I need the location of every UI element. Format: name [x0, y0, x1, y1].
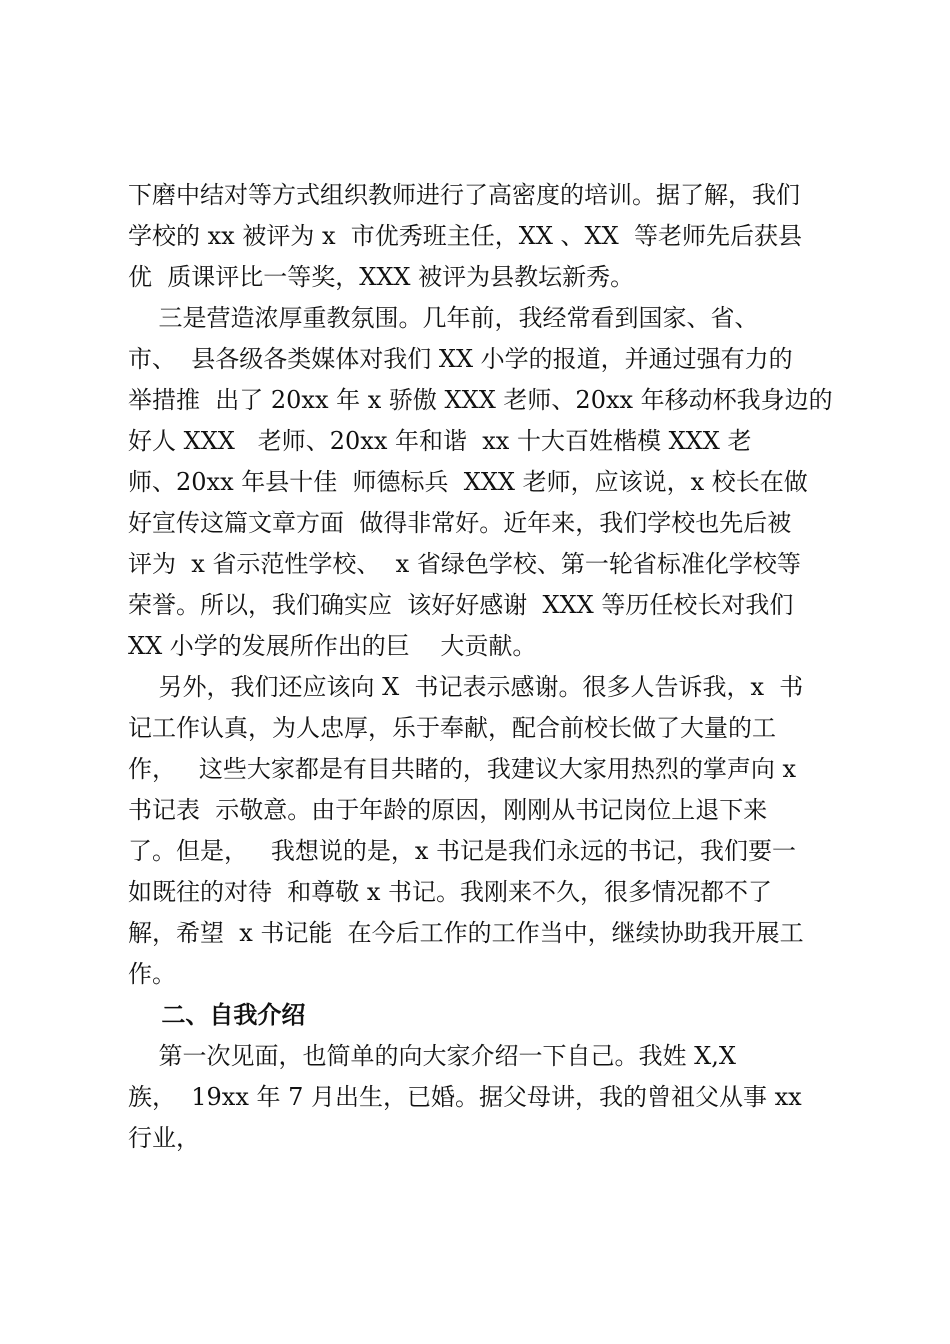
text-line: 好人 XXX 老师、20xx 年和谐 xx 十大百姓楷模 XXX 老	[128, 427, 752, 455]
text-line: 解，希望 x 书记能 在今后工作的工作当中，继续协助我开展工	[128, 919, 804, 947]
text-line: 了。但是， 我想说的是，x 书记是我们永远的书记，我们要一	[128, 837, 797, 865]
text-line: 三是营造浓厚重教氛围。几年前，我经常看到国家、省、	[128, 304, 759, 332]
text-line: 荣誉。所以，我们确实应 该好好感谢 XXX 等历任校长对我们	[128, 591, 794, 619]
text-line: 书记表 示敬意。由于年龄的原因，刚刚从书记岗位上退下来	[128, 796, 768, 824]
text-line: 学校的 xx 被评为 x 市优秀班主任，XX 、XX 等老师先后获县	[128, 222, 802, 250]
text-line: 记工作认真，为人忠厚，乐于奉献，配合前校长做了大量的工	[128, 714, 776, 742]
section-heading: 二、自我介绍	[128, 1001, 306, 1029]
text-line: 作， 这些大家都是有目共睹的，我建议大家用热烈的掌声向 x	[128, 755, 797, 783]
text-line: 举措推 出了 20xx 年 x 骄傲 XXX 老师、20xx 年移动杯我身边的	[128, 386, 833, 414]
text-line: XX 小学的发展所作出的巨 大贡献。	[128, 632, 537, 660]
text-line: 第一次见面，也简单的向大家介绍一下自己。我姓 X,X	[128, 1042, 736, 1070]
text-line: 评为 x 省示范性学校、 x 省绿色学校、第一轮省标准化学校等	[128, 550, 801, 578]
text-line: 市、 县各级各类媒体对我们 XX 小学的报道，并通过强有力的	[128, 345, 793, 373]
text-line: 行业，	[128, 1124, 200, 1152]
text-line: 师、20xx 年县十佳 师德标兵 XXX 老师，应该说，x 校长在做	[128, 468, 808, 496]
text-line: 另外，我们还应该向 X 书记表示感谢。很多人告诉我，x 书	[128, 673, 804, 701]
text-line: 族， 19xx 年 7 月出生，已婚。据父母讲，我的曾祖父从事 xx	[128, 1083, 802, 1111]
text-line: 好宣传这篇文章方面 做得非常好。近年来，我们学校也先后被	[128, 509, 792, 537]
document-body	[128, 175, 848, 1159]
text-line: 优 质课评比一等奖，XXX 被评为县教坛新秀。	[128, 263, 635, 291]
text-line: 下磨中结对等方式组织教师进行了高密度的培训。据了解，我们	[128, 181, 800, 209]
text-line: 作。	[128, 960, 176, 988]
text-line: 如既往的对待 和尊敬 x 书记。我刚来不久，很多情况都不了	[128, 878, 773, 906]
